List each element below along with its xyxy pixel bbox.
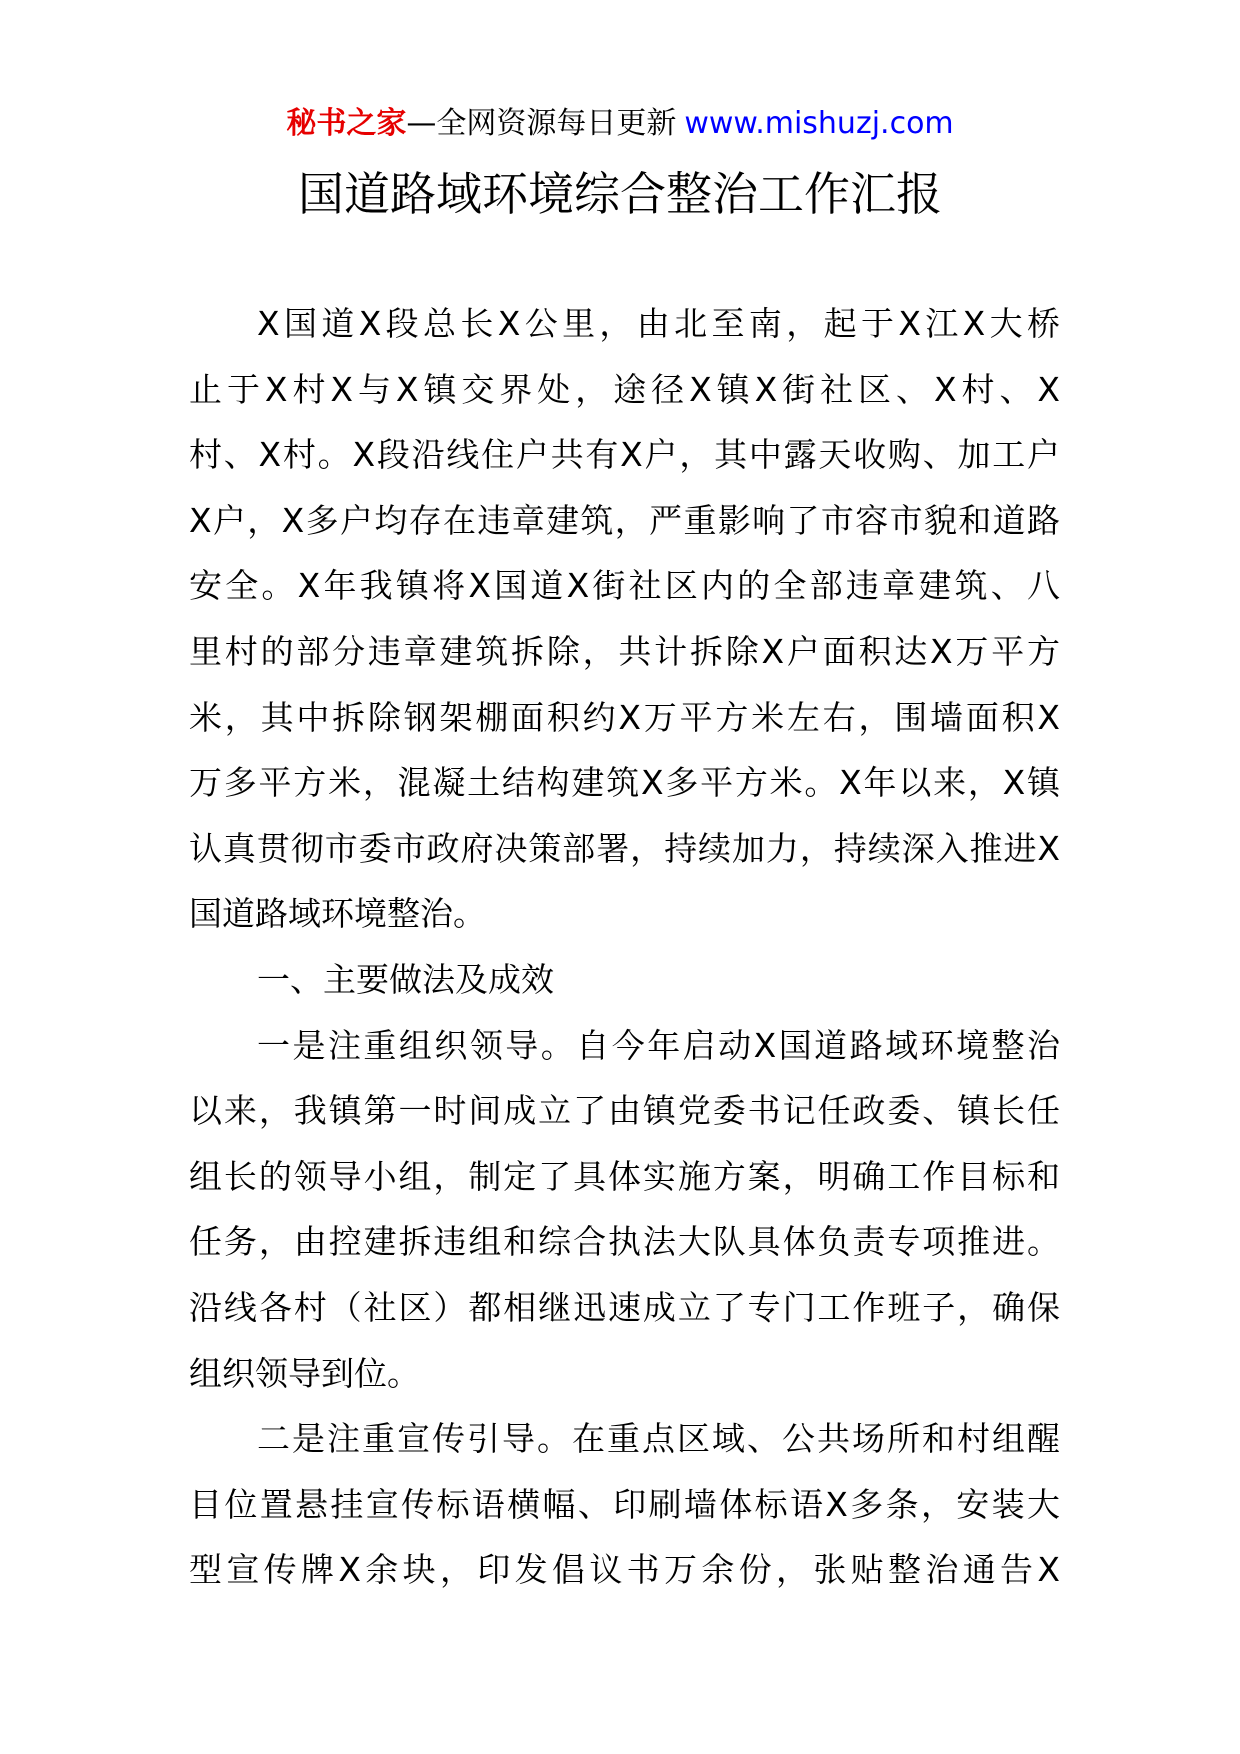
paragraph-line: 认真贯彻市委市政府决策部署，持续加力，持续深入推进X [189, 828, 1060, 868]
paragraph-publicity [189, 1406, 1060, 1603]
section-heading-text: 一、主要做法及成效 [257, 959, 554, 999]
document-title: 国道路域环境综合整治工作汇报 [298, 167, 942, 221]
paragraph-line: 组织领导到位。 [189, 1353, 420, 1393]
paragraph-line: 万多平方米，混凝土结构建筑X多平方米。X年以来，X镇 [189, 763, 1060, 803]
paragraph-line: X国道X段总长X公里，由北至南，起于X江X大桥 [257, 304, 1060, 343]
paragraph-line: 米，其中拆除钢架棚面积约X万平方米左右，围墙面积X [189, 697, 1060, 737]
paragraph-line: 里村的部分违章建筑拆除，共计拆除X户面积达X万平方 [189, 631, 1060, 671]
document-body [189, 291, 1060, 1603]
site-tagline: —全网资源每日更新 [406, 106, 677, 141]
site-url: www.mishuzj.com [684, 106, 954, 141]
paragraph-line: 组长的领导小组，制定了具体实施方案，明确工作目标和 [189, 1156, 1060, 1196]
paragraph-line: 目位置悬挂宣传标语横幅、印刷墙体标语X多条，安装大 [189, 1484, 1060, 1524]
paragraph-line: 村、X村。X段沿线住户共有X户，其中露天收购、加工户 [189, 435, 1060, 475]
paragraph-intro [189, 291, 1060, 947]
paragraph-line: 国道路域环境整治。 [189, 894, 486, 934]
paragraph-line: 以来，我镇第一时间成立了由镇党委书记任政委、镇长任 [189, 1091, 1060, 1131]
paragraph-line: 二是注重宣传引导。在重点区域、公共场所和村组醒 [257, 1419, 1060, 1459]
paragraph-line: 一是注重组织领导。自今年启动X国道路域环境整治 [257, 1025, 1060, 1065]
section-heading [189, 947, 1060, 1013]
site-brand: 秘书之家 [286, 106, 407, 141]
paragraph-line: 沿线各村（社区）都相继迅速成立了专门工作班子，确保 [189, 1287, 1060, 1327]
paragraph-line: 任务，由控建拆违组和综合执法大队具体负责专项推进。 [189, 1222, 1060, 1262]
paragraph-organization [189, 1013, 1060, 1407]
paragraph-line: 止于X村X与X镇交界处，途径X镇X街社区、X村、X [189, 369, 1060, 409]
paragraph-line: 安全。X年我镇将X国道X街社区内的全部违章建筑、八 [189, 566, 1060, 606]
paragraph-line: 型宣传牌X余块，印发倡议书万余份，张贴整治通告X [189, 1550, 1060, 1590]
site-header [0, 104, 1240, 144]
paragraph-line: X户，X多户均存在违章建筑，严重影响了市容市貌和道路 [189, 500, 1060, 540]
